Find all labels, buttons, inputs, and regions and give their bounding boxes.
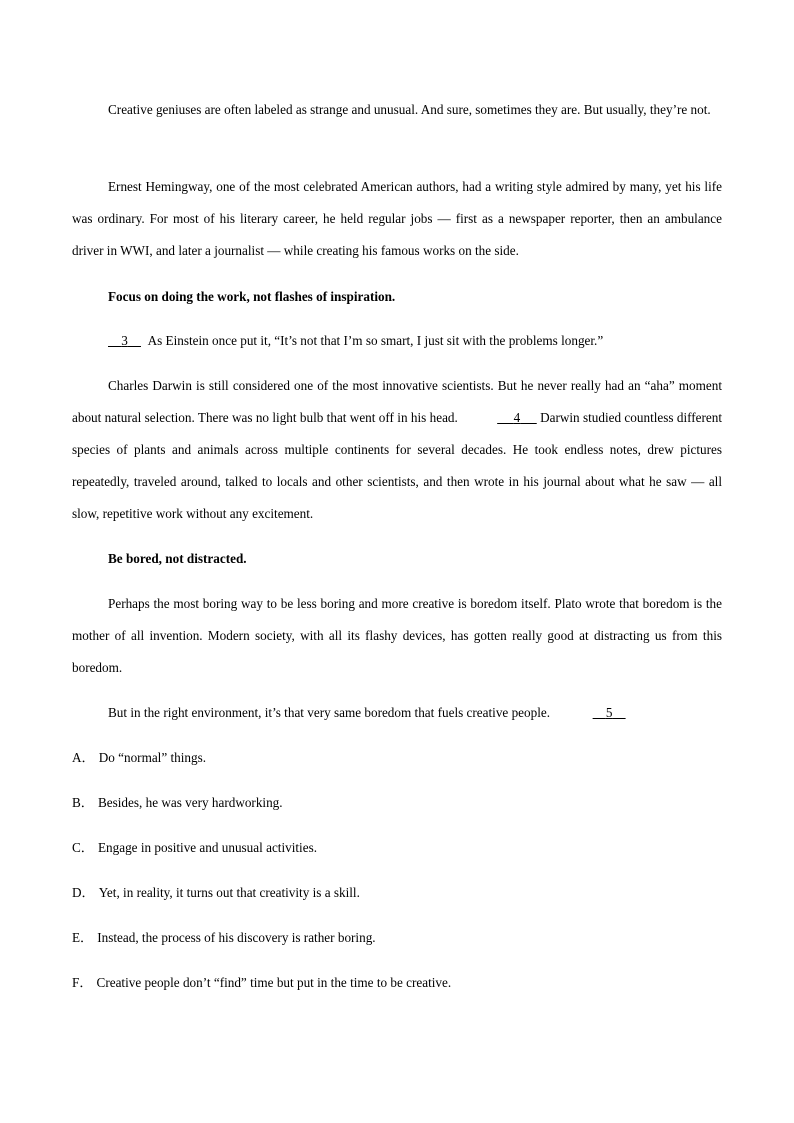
paragraph-einstein-text: As Einstein once put it, “It’s not that I’m so smart, I just sit with the problems longer.” <box>147 333 604 348</box>
option-letter: C． <box>72 840 94 855</box>
option-letter: F． <box>72 975 93 990</box>
option-f[interactable] <box>72 973 451 993</box>
paragraph-darwin <box>72 370 722 530</box>
paragraph-right-environment-text: But in the right environment, it’s that very same boredom that fuels creative people. <box>108 705 551 720</box>
blank-4[interactable]: 4 <box>513 410 521 425</box>
paragraph-einstein <box>108 325 722 357</box>
blank-3[interactable]: 3 <box>121 333 128 348</box>
paragraph-boredom: Perhaps the most boring way to be less boring and more creative is boredom itself. Plato wrote that boredom is the mother of all invention. Modern society, with all its flashy devices, has gotten really good at distracting us from this boredom. <box>72 596 722 675</box>
option-text: Engage in positive and unusual activities. <box>97 840 317 855</box>
option-text: Yet, in reality, it turns out that creativity is a skill. <box>98 885 360 900</box>
option-text: Instead, the process of his discovery is rather boring. <box>97 930 376 945</box>
heading-be-bored: Be bored, not distracted. <box>108 551 247 566</box>
option-letter: A． <box>72 750 95 765</box>
option-text: Besides, he was very hardworking. <box>97 795 283 810</box>
option-a[interactable] <box>72 748 206 768</box>
option-text: Creative people don’t “find” time but put in the time to be creative. <box>96 975 452 990</box>
paragraph-darwin-before: Charles Darwin is still considered one of the most innovative scientists. But he never really had an “aha” moment about natural selection. There was no light bulb that went off in his head. <box>72 378 722 425</box>
option-letter: D． <box>72 885 95 900</box>
paragraph-intro: Creative geniuses are often labeled as strange and unusual. And sure, sometimes they are. But usually, they’re not. <box>108 102 711 117</box>
heading-focus-work: Focus on doing the work, not flashes of inspiration. <box>108 289 396 304</box>
option-text: Do “normal” things. <box>98 750 207 765</box>
paragraph-darwin-after: Darwin studied countless different species of plants and animals across multiple continents for several decades. He took endless notes, drew pictures repeatedly, traveled around, talked to locals and other scientists, and then wrote in his journal about what he saw — all slow, repetitive work without any excitement. <box>72 410 723 521</box>
option-c[interactable] <box>72 838 317 858</box>
option-letter: B． <box>72 795 94 810</box>
option-letter: E． <box>72 930 94 945</box>
paragraph-hemingway: Ernest Hemingway, one of the most celebrated American authors, had a writing style admired by many, yet his life was ordinary. For most of his literary career, he held regular jobs — first as a newspaper reporter, then an ambulance driver in WWI, and later a journalist — while creating his famous works on the side. <box>72 179 722 258</box>
paragraph-right-environment <box>72 697 722 729</box>
blank-5[interactable]: 5 <box>605 705 613 720</box>
option-d[interactable] <box>72 883 360 903</box>
option-e[interactable] <box>72 928 376 948</box>
option-b[interactable] <box>72 793 283 813</box>
